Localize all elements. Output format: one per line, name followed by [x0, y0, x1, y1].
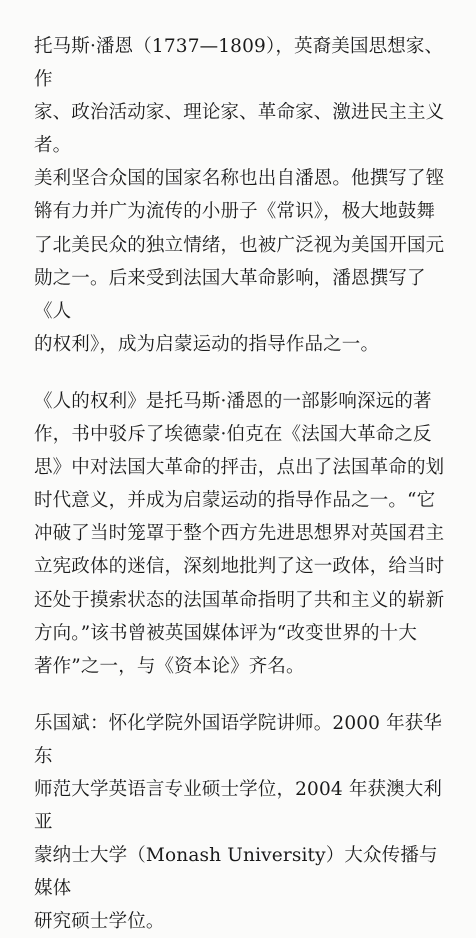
translator-bio-paragraph: 乐国斌：怀化学院外国语学院讲师。2000 年获华东 师范大学英语言专业硕士学位，2004 年获澳大利亚 蒙纳士大学（Monash University）大众传播与媒体 研究硕士学位。 — [34, 712, 443, 933]
author-bio-paragraph: 托马斯·潘恩（1737—1809），英裔美国思想家、作 家、政治活动家、理论家、革命家、激进民主主义者。 美利坚合众国的国家名称也出自潘恩。他撰写了铿 锵有力并广为流传的小册子《常识》，极大地鼓舞 了北美民众的独立情绪，也被广泛视为美国开国元 勋之一。后来受到法国大革命影响，潘恩撰写了《人 的权利》，成为启蒙运动的指导作品之一。 — [34, 36, 445, 355]
book-summary-paragraph: 《人的权利》是托马斯·潘恩的一部影响深远的著 作，书中驳斥了埃德蒙·伯克在《法国大革命之反 思》中对法国大革命的抨击，点出了法国革命的划 时代意义，并成为启蒙运动的指导作品之一。“它 冲破了当时笼罩于整个西方先进思想界对英国君主 立宪政体的迷信，深刻地批判了这一政体，给当时 还处于摸索状态的法国革命指明了共和主义的崭新 方向。”该书曾被英国媒体评为“改变世界的十大 著作”之一，与《资本论》齐名。 — [34, 390, 445, 677]
